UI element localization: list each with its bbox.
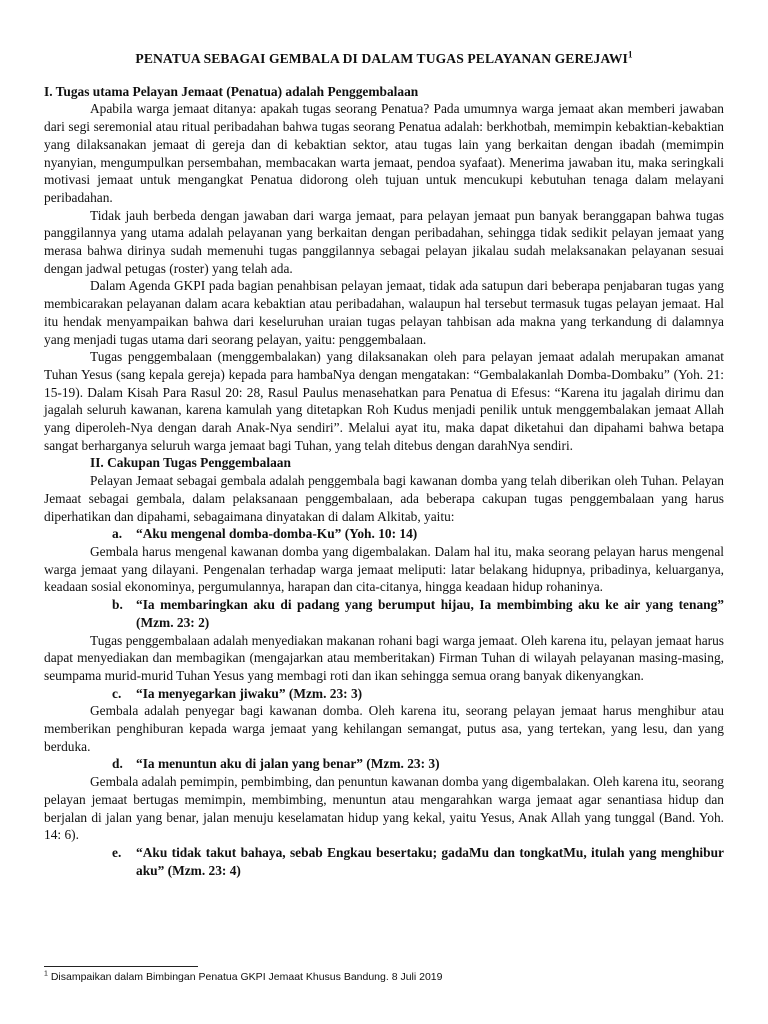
section-1-paragraph-3: Dalam Agenda GKPI pada bagian penahbisan pelayan jemaat, tidak ada satupun dari beberapa penjabaran tugas yang membicarakan pelayanan dalam acara kebaktian atau peribadahan, walaupun hal tersebut termasuk tugas pelayan jemaat. Hal itu hendak menyampaikan bahwa dari keseluruhan uraian tugas pelayan tahbisan ada makna yang terkandung di dalamnya yang menjadi tugas utama dari seorang pelayan, yaitu: penggembalaan. (44, 278, 724, 347)
list-item-c-body: Gembala adalah penyegar bagi kawanan domba. Oleh karena itu, seorang pelayan jemaat harus menghibur atau memberikan penghiburan kepada warga jemaat yang kehilangan semangat, putus asa, yang tertekan, yang lesu, dan yang berduka. (44, 703, 724, 754)
list-marker: b. (112, 597, 123, 613)
list-item-heading-text: “Ia menyegarkan jiwaku” (Mzm. 23: 3) (136, 685, 363, 701)
section-2-intro: Pelayan Jemaat sebagai gembala adalah penggembala bagi kawanan domba yang telah diberikan oleh Tuhan. Pelayan Jemaat sebagai gembala, dalam pelaksanaan penggembalaan, ada beberapa cakupan tugas penggembalaan yang harus diperhatikan dan dipahami, sebagaimana dinyatakan di dalam Alkitab, yaitu: (44, 473, 724, 524)
section-1-paragraph-4: Tugas penggembalaan (menggembalakan) yang dilaksanakan oleh para pelayan jemaat adalah merupakan amanat Tuhan Yesus (sang kepala gereja) kepada para hambaNya dengan mengatakan: “Gembalakanlah Domba-Dombaku” (Yoh. 21: 15-19). Dalam Kisah Para Rasul 20: 28, Rasul Paulus menasehatkan para Penatua di Efesus: “Karena itu jagalah dirimu dan jagalah seluruh kawanan, karena kamulah yang ditetapkan Roh Kudus menjadi penilik untuk menggembalakan jemaat Allah yang diperoleh-Nya dengan darah Anak-Nya sendiri”. Melalui ayat itu, maka dapat diketahui dan dipahami bahwa betapa sangat berharganya seluruh warga jemaat bagi Tuhan, yang telah ditebus dengan darahNya sendiri. (44, 349, 724, 453)
list-item-b-body: Tugas penggembalaan adalah menyediakan makanan rohani bagi warga jemaat. Oleh karena itu, pelayan jemaat harus dapat menyediakan dan membagikan (mengajarkan atau memberitakan) Firman Tuhan di wilayah pelayanan masing-masing, seumpama murid-murid Tuhan Yesus yang membagi roti dan ikan sehingga semua orang banyak dikenyangkan. (44, 632, 724, 683)
list-item-c-heading (44, 685, 724, 703)
section-2-heading: II. Cakupan Tugas Penggembalaan (90, 455, 291, 471)
footnote-mark: 1 (44, 970, 48, 978)
list-item-d-body: Gembala adalah pemimpin, pembimbing, dan penuntun kawanan domba yang digembalakan. Oleh karena itu, seorang pelayan jemaat bertugas memimpin, membimbing, menuntun atau mengarahkan warga jemaat agar senantiasa hidup dan berjalan di jalan yang benar, jalan menuju keselamatan hidup yang kekal, yaitu Yesus, Anak Allah yang tunggal (Band. Yoh. 14: 6). (44, 774, 725, 843)
list-item-e-heading (44, 844, 724, 879)
list-marker: d. (112, 756, 123, 772)
list-marker: e. (112, 844, 122, 860)
list-marker: a. (112, 526, 123, 542)
list-item-heading-text: “Aku tidak takut bahaya, sebab Engkau besertaku; gadaMu dan tongkatMu, itulah yang menghibur aku” (Mzm. 23: 4) (136, 844, 724, 878)
footnote-separator (44, 966, 198, 967)
list-item-a-heading (44, 525, 724, 543)
list-item-b-heading (44, 596, 724, 631)
list-item-heading-text: “Ia menuntun aku di jalan yang benar” (Mzm. 23: 3) (136, 756, 440, 772)
list-item-heading-text: “Ia membaringkan aku di padang yang berumput hijau, Ia membimbing aku ke air yang tenang” (Mzm. 23: 2) (136, 597, 724, 630)
list-item-d-heading (44, 755, 724, 773)
section-1-heading: I. Tugas utama Pelayan Jemaat (Penatua) adalah Penggembalaan (44, 83, 419, 99)
footnote-text: Disampaikan dalam Bimbingan Penatua GKPI Jemaat Khusus Bandung. 8 Juli 2019 (47, 971, 443, 983)
section-1-paragraph-2: Tidak jauh berbeda dengan jawaban dari warga jemaat, para pelayan jemaat pun banyak beranggapan bahwa tugas panggilannya yang utama adalah pelayanan yang berkaitan dengan peribadahan, sehingga tidak sedikit pelayan jemaat yang merasa bahwa dirinya sudah memenuhi tugas panggilannya sebagai pelayan jikalau sudah melaksanakan pelayanan sesuai dengan jadwal petugas (roster) yang telah ada. (44, 207, 724, 276)
list-marker: c. (112, 685, 122, 701)
footnote (44, 970, 442, 984)
section-1-paragraph-1: Apabila warga jemaat ditanya: apakah tugas seorang Penatua? Pada umumnya warga jemaat akan memberi jawaban dari segi seremonial atau ritual peribadahan bahwa tugas seorang Penatua adalah: berkhotbah, memimpin kebaktian-kebaktian yang dilaksanakan jemaat di gereja dan di kebaktian sektor, atau tugas lain yang berkaitan dengan ibadah (memimpin nyanyian, mengumpulkan persembahan, membacakan warta jemaat, pendoa syafaat). Menerima jawaban itu, maka seringkali motivasi jemaat untuk mengangkat Penatua didorong oleh tujuan untuk mencukupi kebutuhan tenaga dalam melayani peribadahan. (44, 101, 724, 205)
document-title (44, 50, 724, 68)
list-item-heading-text: “Aku mengenal domba-domba-Ku” (Yoh. 10: 14) (136, 526, 418, 542)
title-text: PENATUA SEBAGAI GEMBALA DI DALAM TUGAS PELAYANAN GEREJAWI (135, 51, 628, 66)
title-footnote-ref: 1 (627, 49, 633, 60)
list-item-a-body: Gembala harus mengenal kawanan domba yang digembalakan. Dalam hal itu, maka seorang pelayan harus mengenal warga jemaat yang dilayani. Pengenalan terhadap warga jemaat meliputi: latar belakang hidupnya, pribadinya, keluarganya, keadaan sosial ekonominya, pergumulannya, harapan dan cita-citanya, hingga keadaan hidup rohaninya. (44, 543, 724, 595)
document-page (44, 50, 724, 879)
